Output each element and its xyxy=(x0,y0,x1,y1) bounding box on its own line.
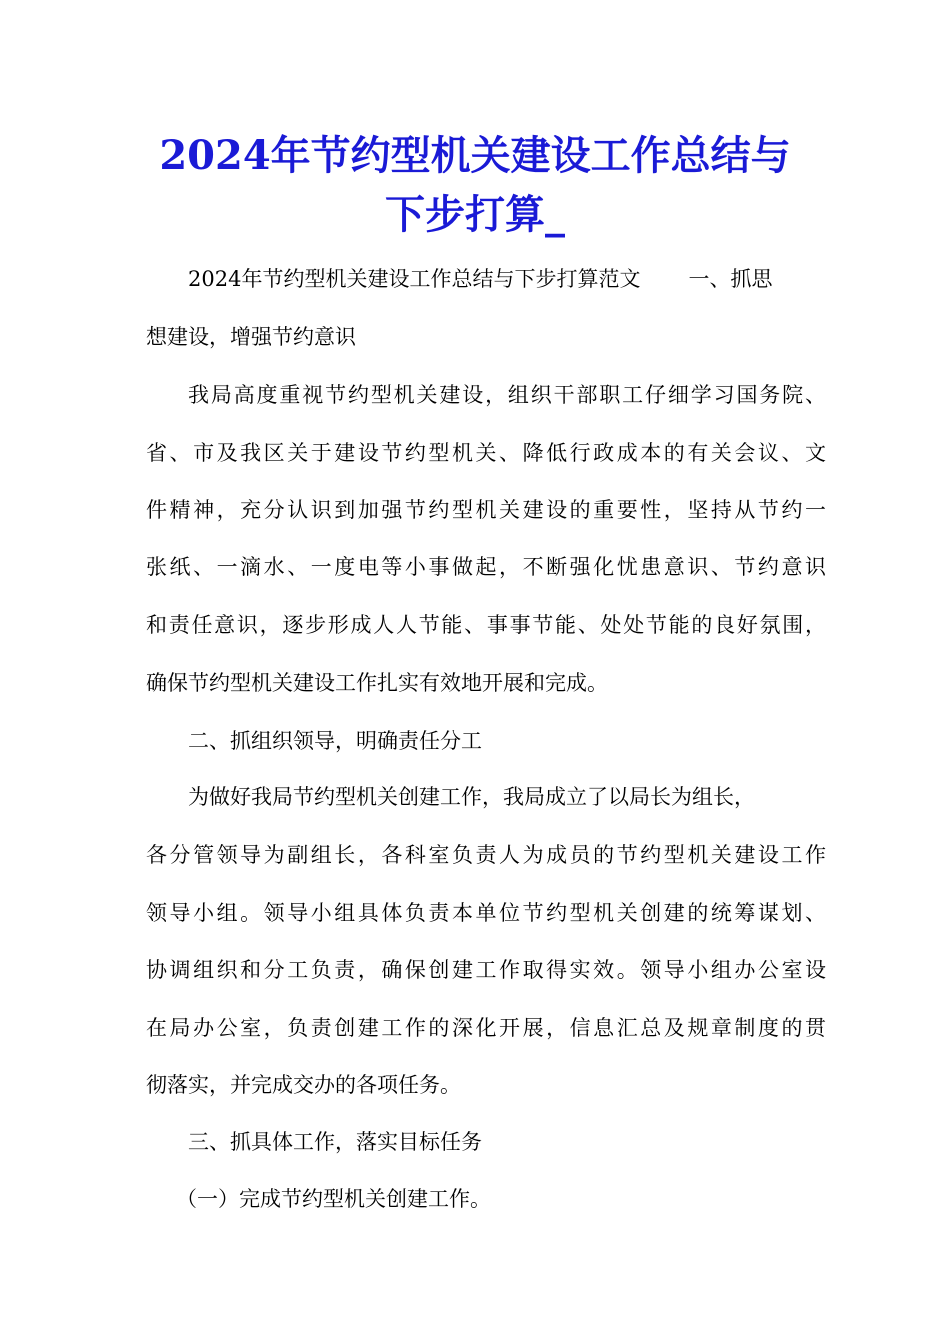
section-heading-start: 一、抓思 xyxy=(688,267,773,291)
section-heading: 二、抓组织领导，明确责任分工 xyxy=(188,729,482,753)
paragraph-line: 件精神，充分认识到加强节约型机关建设的重要性，坚持从节约一 xyxy=(146,498,826,522)
paragraph-line: 省、市及我区关于建设节约型机关、降低行政成本的有关会议、文 xyxy=(146,441,826,465)
paragraph-line: 领导小组。领导小组具体负责本单位节约型机关创建的统筹谋划、 xyxy=(146,901,826,925)
paragraph-line: 和责任意识，逐步形成人人节能、事事节能、处处节能的良好氛围， xyxy=(146,613,826,637)
paragraph-line: 张纸、一滴水、一度电等小事做起，不断强化忧患意识、节约意识 xyxy=(146,555,826,579)
subtitle-text: 2024年节约型机关建设工作总结与下步打算范文 xyxy=(188,267,641,291)
subsection-heading: （一）完成节约型机关创建工作。 xyxy=(176,1187,491,1211)
paragraph-line: 各分管领导为副组长，各科室负责人为成员的节约型机关建设工作 xyxy=(146,843,826,867)
paragraph-line: 想建设，增强节约意识 xyxy=(146,325,356,349)
paragraph-line: 我局高度重视节约型机关建设，组织干部职工仔细学习国务院、 xyxy=(188,383,826,407)
paragraph-line xyxy=(188,264,772,294)
section-heading: 三、抓具体工作，落实目标任务 xyxy=(188,1130,482,1154)
paragraph-line: 为做好我局节约型机关创建工作，我局成立了以局长为组长， xyxy=(188,785,755,809)
document-title-line-1: 2024年节约型机关建设工作总结与 xyxy=(159,132,791,179)
document-title-line-2: 下步打算_ xyxy=(385,191,565,238)
paragraph-line: 协调组织和分工负责，确保创建工作取得实效。领导小组办公室设 xyxy=(146,958,826,982)
paragraph-line: 彻落实，并完成交办的各项任务。 xyxy=(146,1073,461,1097)
paragraph-line: 在局办公室，负责创建工作的深化开展，信息汇总及规章制度的贯 xyxy=(146,1016,826,1040)
paragraph-line: 确保节约型机关建设工作扎实有效地开展和完成。 xyxy=(146,671,608,695)
